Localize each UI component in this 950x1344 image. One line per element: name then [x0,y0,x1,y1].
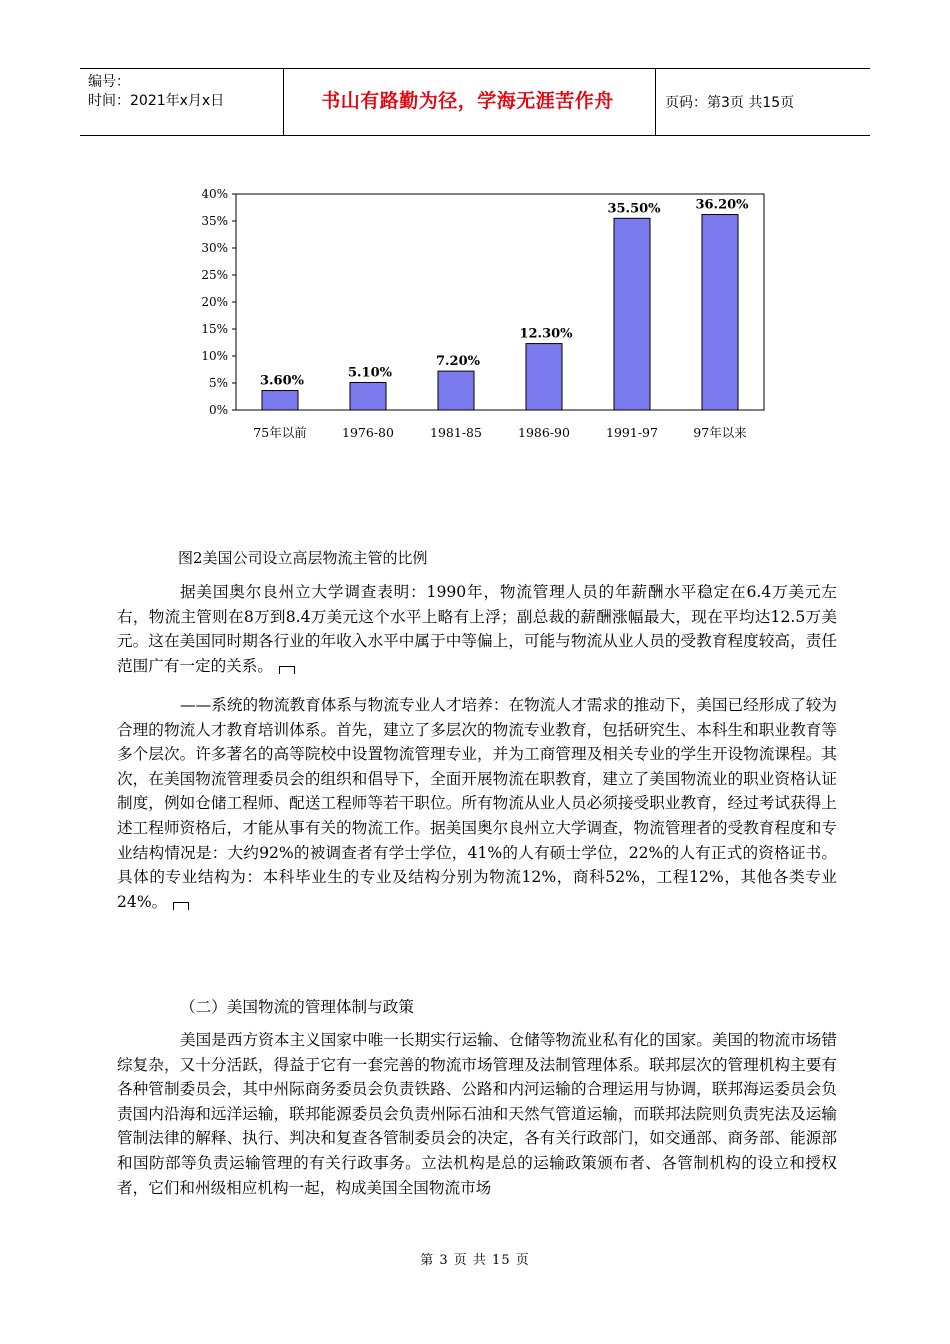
paragraph-end-mark [279,666,295,674]
y-tick-label: 20% [201,295,228,309]
header-meta [88,73,224,111]
y-tick-label: 40% [201,187,228,201]
y-tick-label: 25% [201,268,228,282]
data-label: 5.10% [347,365,393,381]
paragraph-end-mark [173,902,189,910]
x-tick-label: 1976-80 [342,425,394,440]
bar [350,382,386,410]
header-divider-left [283,68,284,135]
x-tick-label: 1981-85 [430,425,482,440]
data-label: 12.30% [519,326,573,342]
header-top-rule [80,68,870,69]
y-tick-label: 10% [201,349,228,363]
header-motto: 书山有路勤为径，学海无涯苦作舟 [321,90,614,112]
number-label: 编号： [88,74,130,90]
y-tick-label: 5% [208,376,228,390]
figure-caption: 图2美国公司设立高层物流主管的比例 [178,549,428,567]
y-tick-label: 30% [201,241,228,255]
header-bottom-rule [80,135,870,136]
bar [262,391,298,410]
data-label: 3.60% [259,373,305,389]
x-tick-label: 75年以前 [253,425,307,440]
plot-area-frame [236,194,764,410]
paragraph-salary [117,580,837,678]
data-label: 35.50% [607,201,661,217]
bar [702,215,738,410]
section-title: （二）美国物流的管理体制与政策 [180,998,414,1016]
y-tick-label: 0% [208,403,228,417]
y-tick-label: 35% [201,214,228,228]
bar [614,218,650,410]
bar-chart [195,185,775,445]
data-label: 36.20% [695,197,749,213]
x-tick-label: 1991-97 [606,425,658,440]
time-label: 时间：2021年x月x日 [88,93,225,109]
data-label: 7.20% [435,354,481,370]
paragraph-management-text: 美国是西方资本主义国家中唯一长期实行运输、仓储等物流业私有化的国家。美国的物流市场错综复杂，又十分活跃，得益于它有一套完善的物流市场管理及法制管理体系。联邦层次的管理机构主要有各种管制委员会，其中州际商务委员会负责铁路、公路和内河运输的合理运用与协调，联邦海运委员会负责国内沿海和远洋运输，联邦能源委员会负责州际石油和天然气管道运输，而联邦法院则负责宪法及运输管制法律的解释、执行、判决和复查各管制委员会的决定，各有关行政部门，如交通部、商务部、能源部和国防部等负责运输管理的有关行政事务。立法机构是总的运输政策颁布者、各管制机构的设立和授权者，它们和州级相应机构一起，构成美国全国物流市场 [117,1031,837,1197]
y-tick-label: 15% [201,322,228,336]
paragraph-management [117,1028,837,1200]
x-tick-label: 97年以来 [693,425,747,440]
bar [526,344,562,410]
paragraph-education-text: ——系统的物流教育体系与物流专业人才培养：在物流人才需求的推动下，美国已经形成了较为合理的物流人才教育培训体系。首先，建立了多层次的物流专业教育，包括研究生、本科生和职业教育等多个层次。许多著名的高等院校中设置物流管理专业，并为工商管理及相关专业的学生开设物流课程。其次，在美国物流管理委员会的组织和倡导下，全面开展物流在职教育，建立了美国物流业的职业资格认证制度，例如仓储工程师、配送工程师等若干职位。所有物流从业人员必须接受职业教育，经过考试获得上述工程师资格后，才能从事有关的物流工作。据美国奥尔良州立大学调查，物流管理者的受教育程度和专业结构情况是：大约92%的被调查者有学士学位，41%的人有硕士学位，22%的人有正式的资格证书。具体的专业结构为：本科毕业生的专业及结构分别为物流12%，商科52%，工程12%，其他各类专业24%。 [117,696,837,911]
header-divider-right [655,68,656,135]
paragraph-education [117,693,837,914]
paragraph-salary-text: 据美国奥尔良州立大学调查表明：1990年，物流管理人员的年薪酬水平稳定在6.4万美元左右，物流主管则在8万到8.4万美元这个水平上略有上浮；副总裁的薪酬涨幅最大，现在平均达12.5万美元。这在美国同时期各行业的年收入水平中属于中等偏上，可能与物流从业人员的受教育程度较高，责任范围广有一定的关系。 [117,583,837,675]
page-footer: 第 3 页 共 15 页 [420,1253,530,1268]
header-page-info: 页码：第3页 共15页 [665,95,795,111]
bar [438,371,474,410]
x-tick-label: 1986-90 [518,425,570,440]
